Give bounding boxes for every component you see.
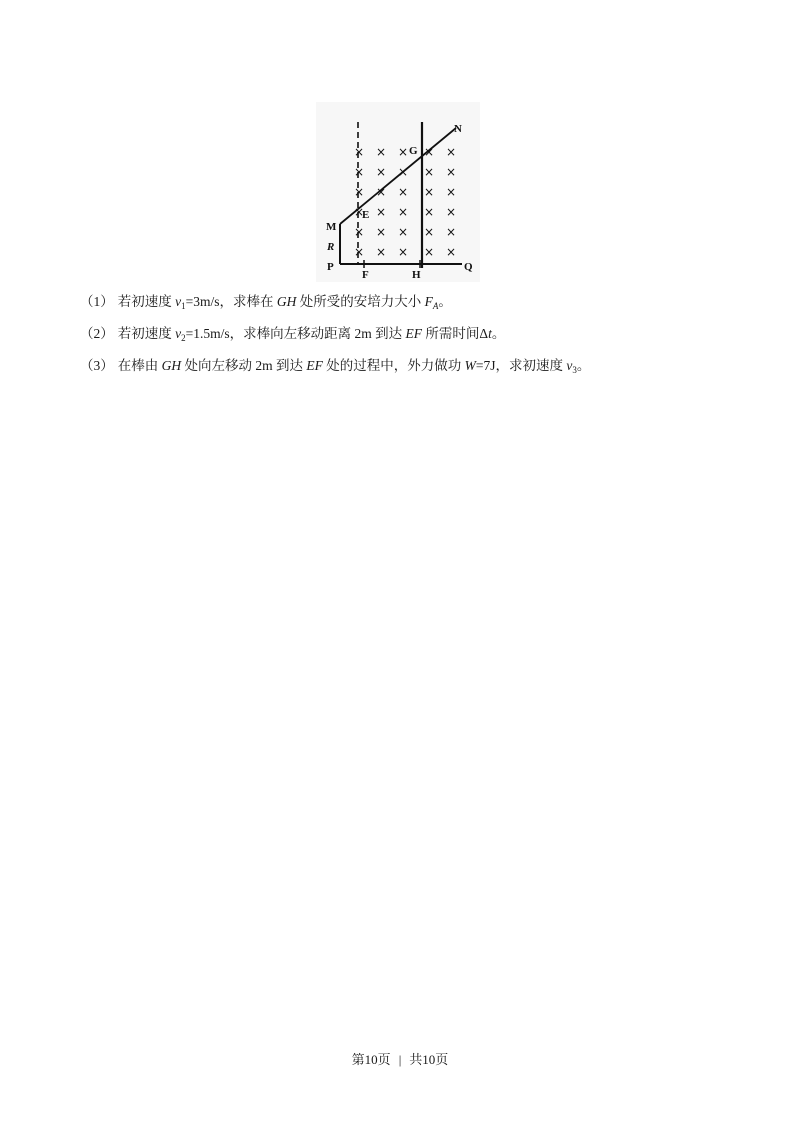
question-number: （3） (80, 358, 114, 373)
segment-ef: EF (405, 326, 422, 341)
variable-v: v (175, 294, 182, 309)
question-text: 处向左移动 2m 到达 (181, 358, 307, 373)
field-cross: × (398, 245, 409, 259)
page-footer (0, 1049, 800, 1068)
question-text: =7J，求初速度 (475, 358, 567, 373)
question-number: （2） (80, 326, 114, 341)
variable-t: t (488, 326, 492, 341)
segment-gh: GH (161, 358, 182, 373)
question-text: 处所受的安培力大小 (296, 294, 425, 309)
field-cross: × (398, 205, 409, 219)
label-f: F (362, 269, 369, 281)
question-text: 若初速度 (117, 294, 176, 309)
page-number: 第10页 (351, 1052, 391, 1067)
magnetic-field-crosses (354, 145, 456, 259)
field-cross: × (398, 225, 409, 239)
field-cross: × (354, 165, 365, 179)
question-number: （1） (80, 294, 114, 309)
magnetic-field-rail-diagram (316, 102, 480, 282)
variable-subscript: A (432, 301, 439, 311)
field-cross: × (446, 225, 457, 239)
variable-subscript: 2 (181, 333, 186, 343)
field-cross: × (446, 165, 457, 179)
page-total: 共10页 (409, 1052, 449, 1067)
variable-v: v (566, 358, 573, 373)
variable-subscript: 3 (572, 365, 577, 375)
field-cross: × (398, 165, 409, 179)
label-r: R (327, 241, 335, 253)
field-cross: × (376, 165, 387, 179)
field-cross: × (354, 145, 365, 159)
field-cross: × (376, 245, 387, 259)
question-text: 所需时间Δ (422, 326, 489, 341)
field-cross: × (354, 205, 365, 219)
question-2 (80, 324, 720, 344)
field-cross: × (446, 205, 457, 219)
segment-gh: GH (276, 294, 297, 309)
field-cross: × (424, 145, 435, 159)
field-cross: × (354, 185, 365, 199)
label-q: Q (464, 261, 473, 273)
label-p: P (327, 261, 334, 273)
footer-separator: | (398, 1052, 402, 1067)
field-cross: × (446, 145, 457, 159)
field-cross: × (424, 245, 435, 259)
field-cross: × (354, 245, 365, 259)
field-cross: × (424, 225, 435, 239)
variable-subscript: 1 (181, 301, 186, 311)
field-cross: × (376, 145, 387, 159)
circuit-figure (316, 102, 480, 282)
label-m: M (326, 221, 337, 233)
question-text: 。 (438, 294, 452, 309)
question-text: 处的过程中，外力做功 (322, 358, 465, 373)
label-n: N (454, 123, 462, 135)
question-1 (80, 292, 720, 312)
field-cross: × (424, 185, 435, 199)
question-text: 。 (576, 358, 591, 373)
field-cross: × (398, 145, 409, 159)
variable-v: v (175, 326, 182, 341)
field-cross: × (354, 225, 365, 239)
variable-w: W (464, 358, 476, 373)
question-text: =3m/s，求棒在 (185, 294, 277, 309)
field-cross: × (376, 185, 387, 199)
question-3 (80, 356, 720, 376)
field-cross: × (446, 185, 457, 199)
field-cross: × (398, 185, 409, 199)
variable-f: F (424, 294, 433, 309)
field-cross: × (424, 205, 435, 219)
question-text: 在棒由 (117, 358, 162, 373)
question-text: =1.5m/s，求棒向左移动距离 2m 到达 (185, 326, 406, 341)
field-cross: × (424, 165, 435, 179)
segment-ef: EF (306, 358, 323, 373)
field-cross: × (376, 205, 387, 219)
question-list (80, 292, 720, 388)
question-text: 若初速度 (117, 326, 176, 341)
question-text: 。 (491, 326, 506, 341)
field-cross: × (446, 245, 457, 259)
label-h: H (412, 269, 421, 281)
label-g: G (409, 145, 418, 157)
label-e: E (362, 209, 370, 221)
field-cross: × (376, 225, 387, 239)
